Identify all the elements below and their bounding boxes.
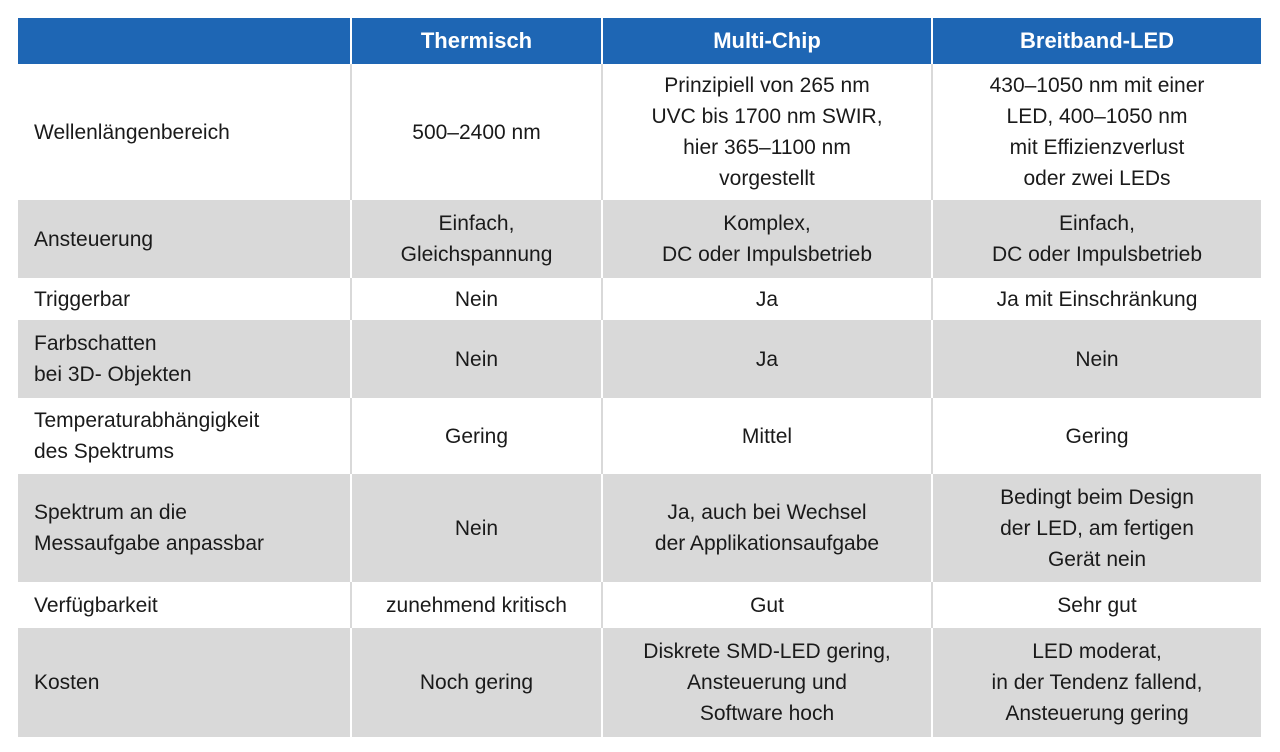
row-label-text: bei 3D- Objekten — [34, 363, 192, 386]
cell-thermisch — [351, 64, 602, 200]
cell-text: Ansteuerung gering — [1005, 702, 1189, 725]
header-cell-breitband-led: Breitband-LED — [932, 18, 1261, 64]
header-cell-multi-chip: Multi-Chip — [602, 18, 932, 64]
row-label-text: Messaufgabe anpassbar — [34, 532, 264, 555]
cell-text: Prinzipiell von 265 nm — [664, 74, 870, 97]
cell-thermisch — [351, 474, 602, 582]
cell-breitband-led — [932, 474, 1261, 582]
cell-text: Diskrete SMD-LED gering, — [643, 640, 891, 663]
cell-text: Ja — [755, 347, 779, 371]
cell-text: LED, 400–1050 nm — [1006, 105, 1188, 128]
cell-multi-chip — [602, 628, 932, 737]
cell-text: Ja — [755, 287, 779, 311]
cell-text: Mittel — [741, 424, 793, 448]
cell-multi-chip — [602, 474, 932, 582]
table-row — [18, 582, 1261, 628]
cell-text: 500–2400 nm — [412, 120, 541, 144]
cell-text: Software hoch — [699, 702, 835, 725]
cell-text: in der Tendenz fallend, — [991, 671, 1203, 694]
row-label-text: des Spektrums — [34, 440, 175, 463]
cell-breitband-led — [932, 628, 1261, 737]
cell-breitband-led — [932, 582, 1261, 628]
row-label-text: Verfügbarkeit — [34, 593, 158, 617]
cell-text: Nein — [454, 516, 499, 540]
comparison-table — [18, 18, 1261, 737]
cell-text: oder zwei LEDs — [1023, 167, 1171, 190]
table-row — [18, 200, 1261, 278]
row-label-cell — [18, 278, 351, 320]
cell-multi-chip — [602, 320, 932, 398]
cell-text: DC oder Impulsbetrieb — [991, 243, 1203, 266]
cell-text: UVC bis 1700 nm SWIR, — [651, 105, 883, 128]
header-cell-empty — [18, 18, 351, 64]
cell-breitband-led — [932, 200, 1261, 278]
table-row — [18, 64, 1261, 200]
table-row — [18, 628, 1261, 737]
cell-multi-chip — [602, 398, 932, 474]
row-label-cell — [18, 200, 351, 278]
cell-text: mit Effizienzverlust — [1009, 136, 1185, 159]
header-cell-thermisch: Thermisch — [351, 18, 602, 64]
cell-thermisch — [351, 628, 602, 737]
row-label-cell — [18, 474, 351, 582]
cell-text: DC oder Impulsbetrieb — [661, 243, 873, 266]
cell-multi-chip — [602, 582, 932, 628]
cell-text: Einfach, — [438, 212, 515, 235]
cell-text: der LED, am fertigen — [1000, 516, 1194, 540]
cell-text: Gleichspannung — [400, 243, 553, 266]
table-row — [18, 474, 1261, 582]
cell-text: zunehmend kritisch — [386, 593, 567, 617]
cell-text: 430–1050 nm mit einer — [989, 74, 1205, 97]
cell-text: Sehr gut — [1057, 593, 1137, 617]
comparison-table-grid — [18, 18, 1261, 737]
table-body — [18, 64, 1261, 737]
cell-breitband-led — [932, 320, 1261, 398]
cell-thermisch — [351, 278, 602, 320]
row-label-text: Ansteuerung — [34, 227, 154, 251]
cell-text: Nein — [454, 347, 499, 371]
row-label-text: Triggerbar — [34, 287, 131, 311]
row-label-text: Farbschatten — [34, 332, 157, 355]
cell-text: Bedingt beim Design — [1000, 485, 1194, 509]
row-label-cell — [18, 64, 351, 200]
cell-breitband-led — [932, 64, 1261, 200]
table-row — [18, 320, 1261, 398]
cell-text: Noch gering — [419, 671, 534, 694]
cell-multi-chip — [602, 64, 932, 200]
cell-text: Gering — [444, 424, 509, 448]
table-row — [18, 398, 1261, 474]
cell-text: Einfach, — [1059, 212, 1135, 235]
row-label-text: Spektrum an die — [34, 501, 187, 524]
cell-multi-chip — [602, 200, 932, 278]
cell-thermisch — [351, 320, 602, 398]
row-label-text: Temperaturabhängigkeit — [34, 409, 260, 432]
row-label-cell — [18, 582, 351, 628]
cell-thermisch — [351, 200, 602, 278]
cell-text: der Applikationsaufgabe — [654, 532, 880, 555]
cell-text: vorgestellt — [719, 167, 815, 190]
cell-text: Komplex, — [723, 212, 811, 235]
cell-thermisch — [351, 582, 602, 628]
header-row — [18, 18, 1261, 64]
row-label-text: Kosten — [34, 671, 100, 694]
cell-text: hier 365–1100 nm — [683, 136, 851, 159]
cell-text: LED moderat, — [1032, 640, 1162, 663]
cell-multi-chip — [602, 278, 932, 320]
cell-text: Gerät nein — [1047, 547, 1147, 571]
cell-breitband-led — [932, 398, 1261, 474]
cell-text: Nein — [454, 287, 499, 311]
cell-thermisch — [351, 398, 602, 474]
cell-breitband-led — [932, 278, 1261, 320]
row-label-text: Wellenlängenbereich — [34, 120, 230, 144]
cell-text: Ja, auch bei Wechsel — [667, 501, 867, 524]
row-label-cell — [18, 628, 351, 737]
row-label-cell — [18, 320, 351, 398]
table-row — [18, 278, 1261, 320]
cell-text: Nein — [1075, 347, 1119, 371]
cell-text: Ja mit Einschränkung — [996, 287, 1198, 311]
row-label-cell — [18, 398, 351, 474]
cell-text: Gering — [1065, 424, 1129, 448]
cell-text: Gut — [750, 593, 784, 617]
cell-text: Ansteuerung und — [687, 671, 847, 694]
